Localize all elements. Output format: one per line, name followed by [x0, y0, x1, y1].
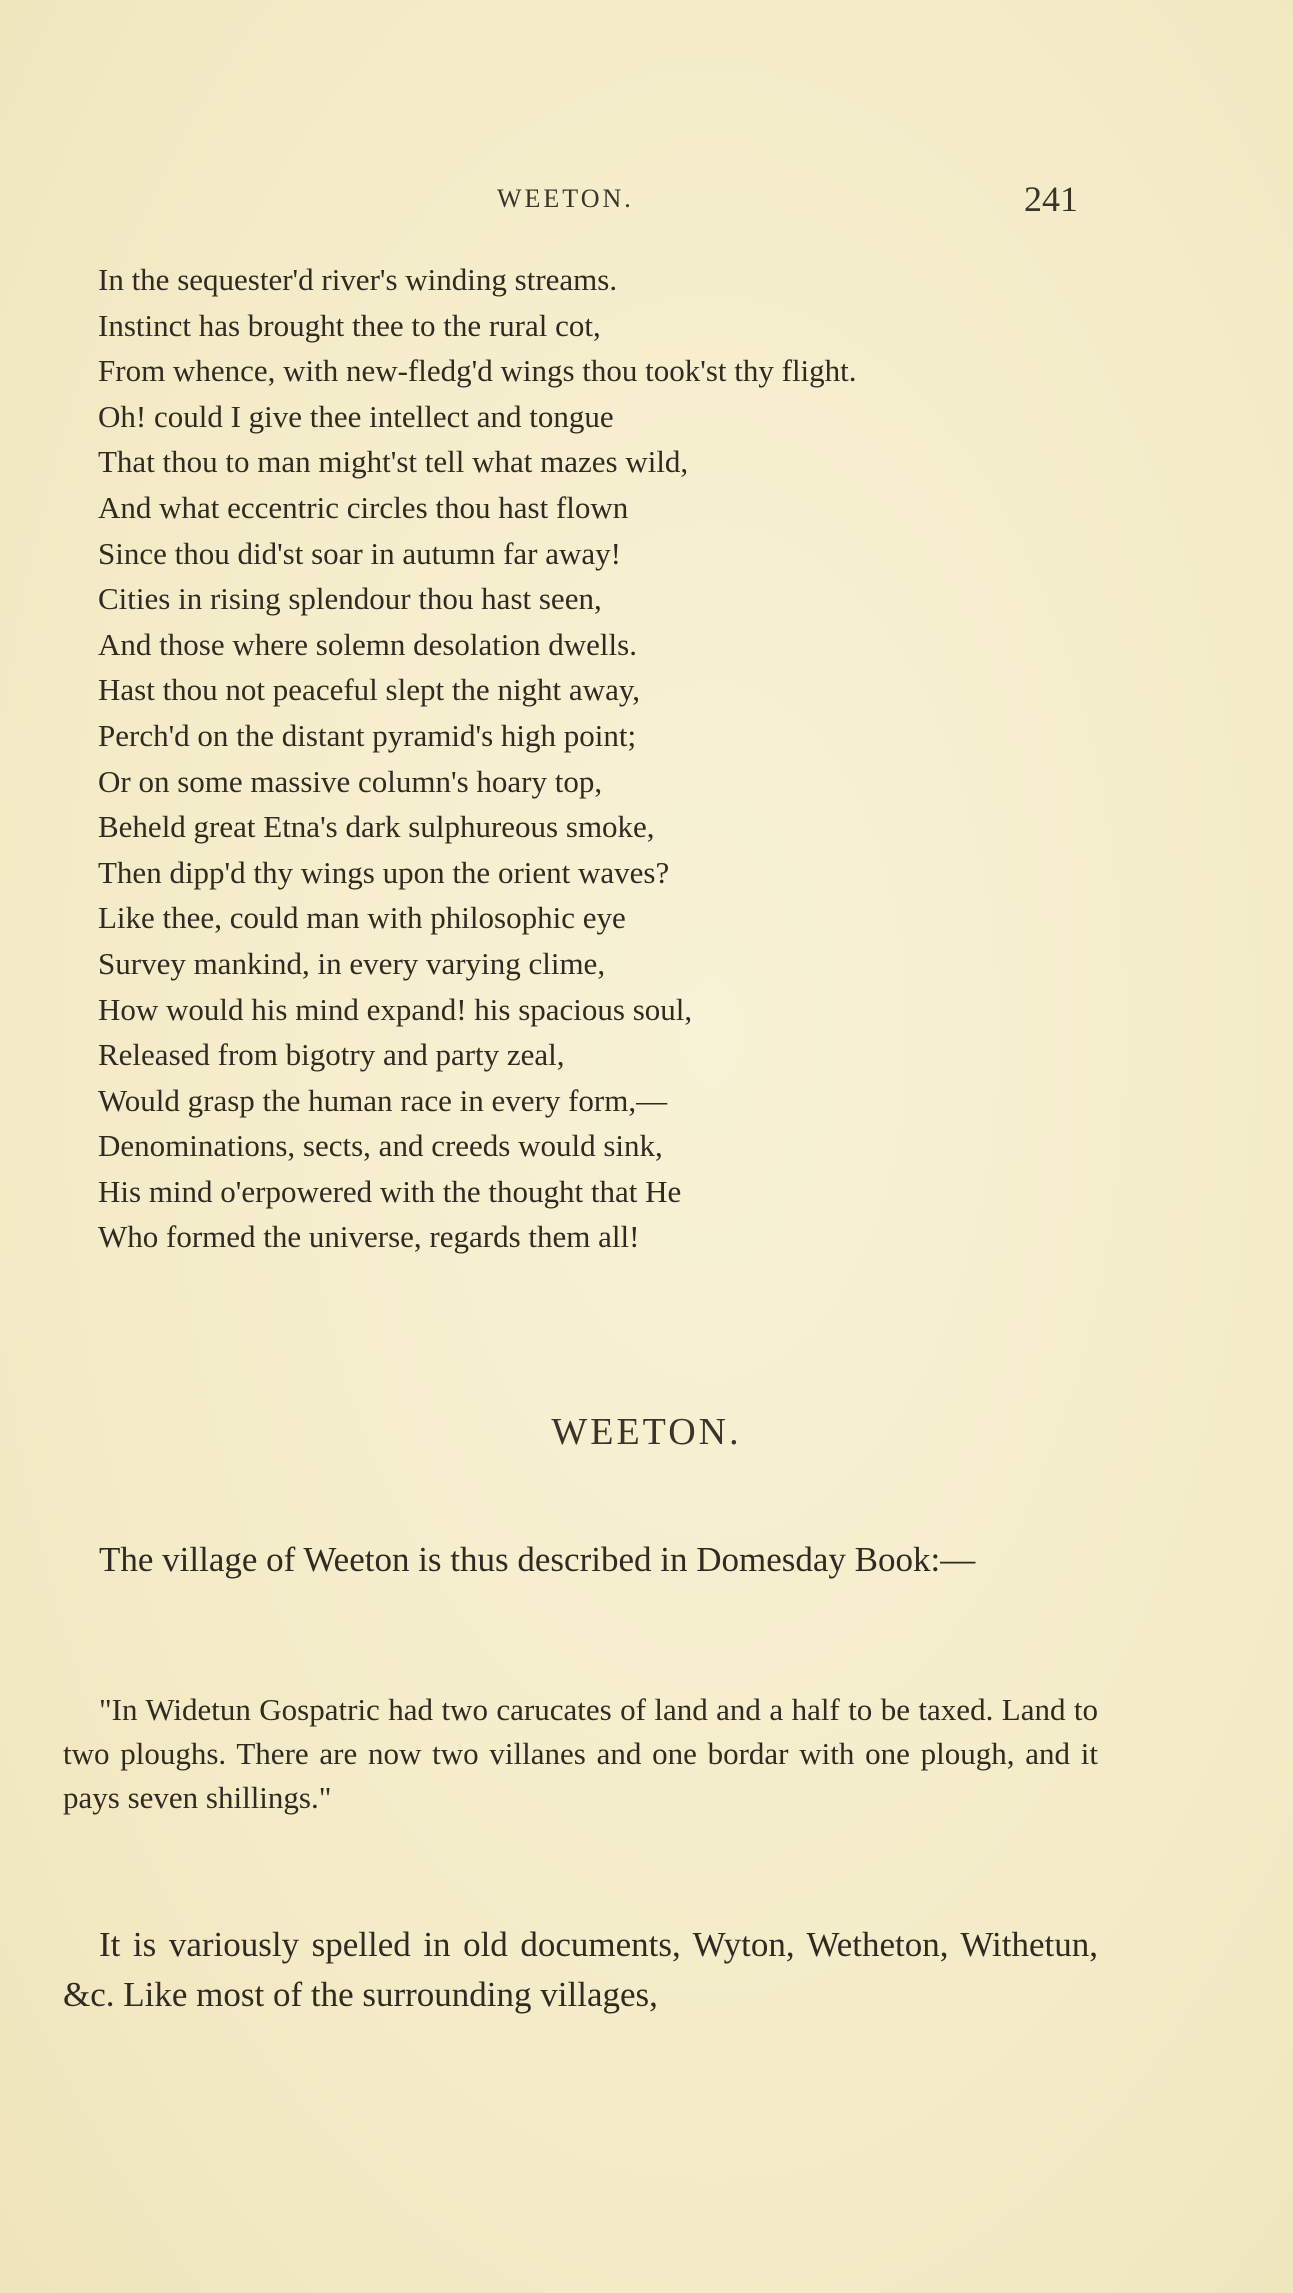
- paragraph-text: It is variously spelled in old documents, Wyton, Wetheton, Withetun, &c. Like most of the surrounding villages,: [63, 1925, 1098, 2014]
- poem-line: Instinct has brought thee to the rural cot,: [98, 307, 601, 343]
- poem-line: In the sequester'd river's winding streams.: [98, 262, 618, 297]
- poem-line: Like thee, could man with philosophic eye: [98, 900, 626, 936]
- running-head: [0, 178, 1293, 228]
- poem-line: That thou to man might'st tell what mazes wild,: [98, 444, 689, 480]
- paragraph-text: "In Widetun Gospatric had two carucates of land and a half to be taxed. Land to two ploughs. There are now two villanes and one bordar with one plough, and it pays seven shillings.": [63, 1692, 1098, 1815]
- poem-line: How would his mind expand! his spacious soul,: [98, 991, 693, 1027]
- poem-line: Perch'd on the distant pyramid's high point;: [98, 717, 637, 753]
- page-number: 241: [1024, 179, 1078, 219]
- poem-line: Would grasp the human race in every form,—: [98, 1082, 668, 1118]
- poem-line: Cities in rising splendour thou hast seen,: [98, 581, 602, 617]
- paragraph-text: The village of Weeton is thus described in Domesday Book:—: [99, 1540, 976, 1579]
- section-heading: WEETON.: [551, 1411, 742, 1453]
- poem-line: Hast thou not peaceful slept the night away,: [98, 672, 641, 708]
- poem-line: From whence, with new-fledg'd wings thou took'st thy flight.: [98, 353, 857, 389]
- poem: [98, 257, 1148, 1260]
- poem-line: Since thou did'st soar in autumn far away!: [98, 535, 621, 571]
- poem-line: Or on some massive column's hoary top,: [98, 763, 603, 799]
- poem-line: Denominations, sects, and creeds would sink,: [98, 1128, 663, 1164]
- poem-line: His mind o'erpowered with the thought that He: [98, 1173, 682, 1209]
- poem-line: Released from bigotry and party zeal,: [98, 1037, 565, 1073]
- running-title: WEETON.: [497, 184, 634, 213]
- poem-line: Who formed the universe, regards them all!: [98, 1219, 640, 1255]
- poem-line: And what eccentric circles thou hast flown: [98, 489, 629, 525]
- quotation-paragraph: [63, 1688, 1098, 1820]
- poem-line: Survey mankind, in every varying clime,: [98, 945, 606, 981]
- poem-line: And those where solemn desolation dwells.: [98, 626, 637, 662]
- paragraph: [63, 1535, 1098, 1585]
- poem-line: Oh! could I give thee intellect and tongue: [98, 398, 614, 434]
- paragraph: [63, 1920, 1098, 2020]
- poem-line: Then dipp'd thy wings upon the orient waves?: [98, 854, 670, 890]
- poem-line: Beheld great Etna's dark sulphureous smoke,: [98, 809, 655, 845]
